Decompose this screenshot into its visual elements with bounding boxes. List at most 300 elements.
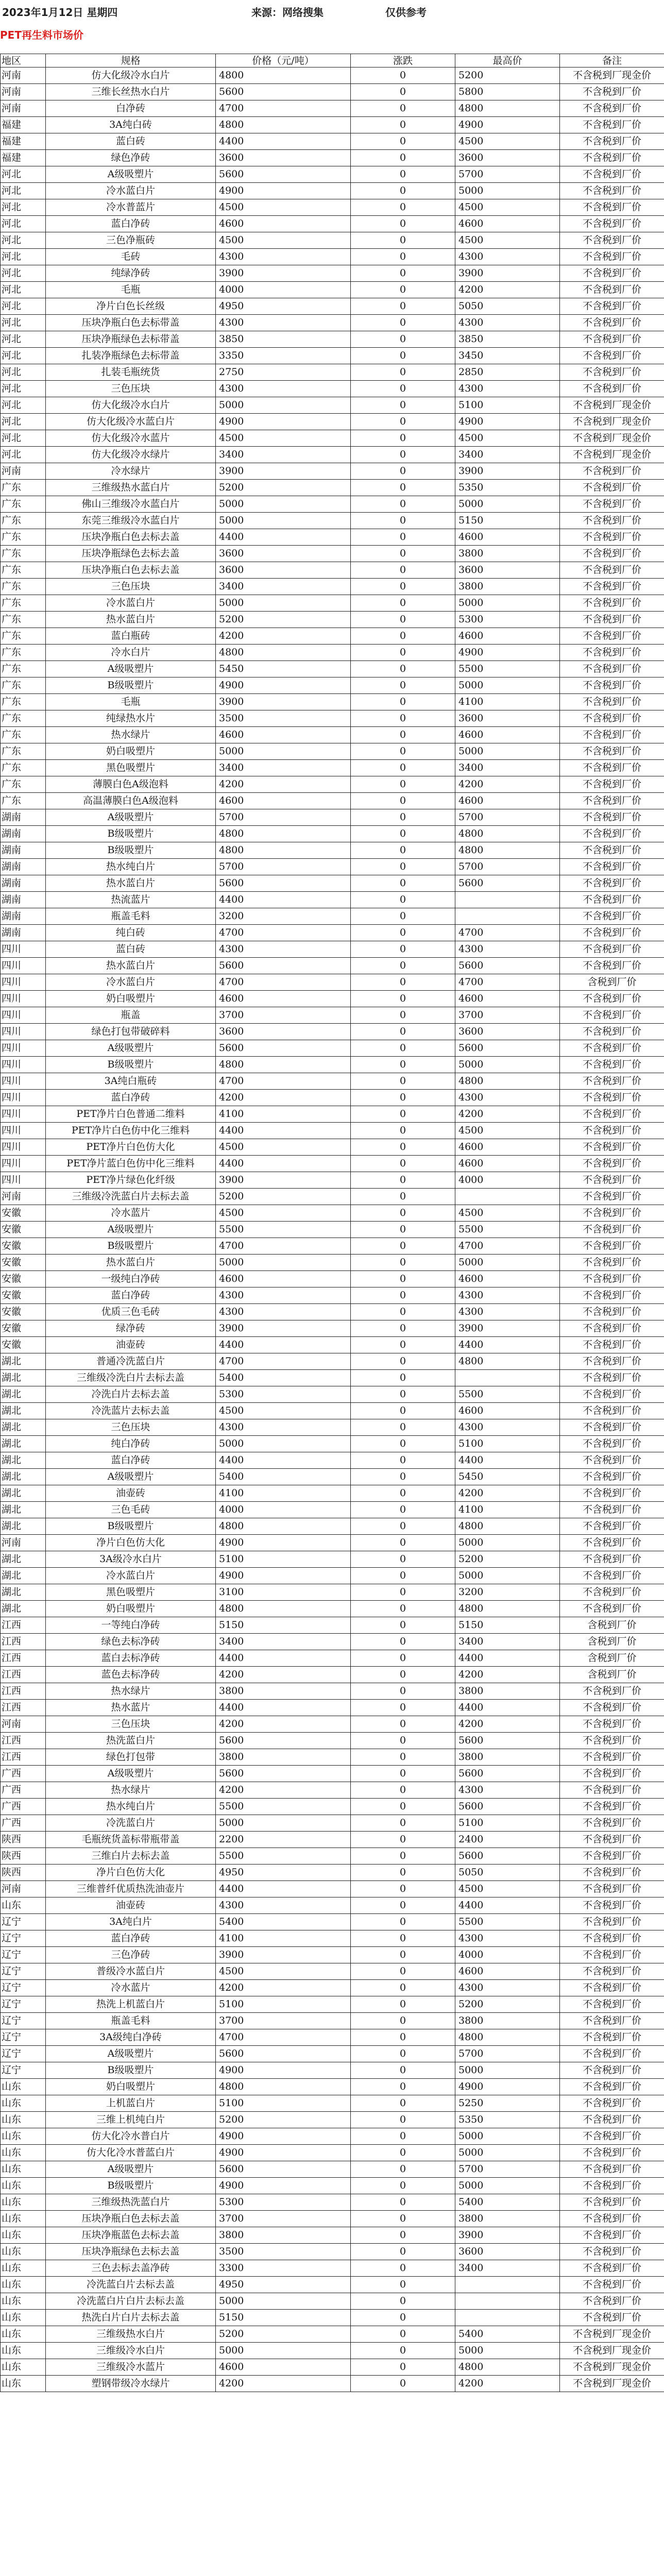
price-cell: 5000: [216, 2343, 351, 2359]
spec-cell: 三维级冷洗白片去标去盖: [46, 1370, 216, 1386]
change-cell: 0: [351, 1090, 455, 1106]
price-cell: 4400: [216, 1337, 351, 1353]
table-row: [1, 513, 664, 529]
price-cell: 4200: [216, 1667, 351, 1683]
region-cell: 河南: [1, 100, 46, 117]
change-cell: 0: [351, 1040, 455, 1057]
max-price-cell: 5200: [455, 1996, 560, 2013]
change-cell: 0: [351, 513, 455, 529]
remark-cell: 不含税到厂价: [560, 991, 664, 1007]
change-cell: 0: [351, 1716, 455, 1733]
change-cell: 0: [351, 579, 455, 595]
max-price-cell: 4300: [455, 1930, 560, 1947]
change-cell: 0: [351, 1799, 455, 1815]
spec-cell: 热水纯白片: [46, 859, 216, 875]
spec-cell: 三色去标去盖净砖: [46, 2260, 216, 2277]
max-price-cell: 4700: [455, 1238, 560, 1255]
price-cell: 4300: [216, 249, 351, 265]
max-price-cell: 3900: [455, 463, 560, 480]
remark-cell: 不含税到厂现金价: [560, 397, 664, 414]
spec-cell: A级吸塑片: [46, 2161, 216, 2178]
table-row: [1, 430, 664, 447]
region-cell: 安徽: [1, 1271, 46, 1287]
price-cell: 4800: [216, 1518, 351, 1535]
max-price-cell: 5600: [455, 1733, 560, 1749]
remark-cell: 不含税到厂价: [560, 1469, 664, 1485]
spec-cell: 蓝白净砖: [46, 1287, 216, 1304]
price-cell: 4400: [216, 529, 351, 546]
table-row: [1, 1090, 664, 1106]
change-cell: 0: [351, 1222, 455, 1238]
table-row: [1, 1320, 664, 1337]
change-cell: 0: [351, 1156, 455, 1172]
spec-cell: 一等纯白净砖: [46, 1617, 216, 1634]
price-cell: 3900: [216, 694, 351, 710]
region-cell: 山东: [1, 2145, 46, 2161]
region-cell: 辽宁: [1, 1930, 46, 1947]
remark-cell: 不含税到厂价: [560, 2095, 664, 2112]
table-row: [1, 1733, 664, 1749]
remark-cell: 不含税到厂价: [560, 150, 664, 166]
remark-cell: 不含税到厂价: [560, 546, 664, 562]
table-row: [1, 2227, 664, 2244]
table-row: [1, 1601, 664, 1617]
price-cell: 5400: [216, 1469, 351, 1485]
table-row: [1, 1947, 664, 1963]
change-cell: 0: [351, 677, 455, 694]
remark-cell: 不含税到厂价: [560, 100, 664, 117]
region-cell: 湖北: [1, 1485, 46, 1502]
remark-cell: 不含税到厂价: [560, 232, 664, 249]
spec-cell: A级吸塑片: [46, 1766, 216, 1782]
remark-cell: 不含税到厂价: [560, 1337, 664, 1353]
region-cell: 广西: [1, 1799, 46, 1815]
table-row: [1, 199, 664, 216]
spec-cell: 冷洗蓝片去标去盖: [46, 1403, 216, 1419]
remark-cell: 不含税到厂现金价: [560, 430, 664, 447]
max-price-cell: 4300: [455, 1090, 560, 1106]
remark-cell: 不含税到厂价: [560, 529, 664, 546]
change-cell: 0: [351, 2046, 455, 2062]
change-cell: 0: [351, 183, 455, 199]
spec-cell: 冷水蓝白片: [46, 183, 216, 199]
price-cell: 4600: [216, 793, 351, 809]
remark-cell: 不含税到厂价: [560, 282, 664, 298]
change-cell: 0: [351, 1485, 455, 1502]
region-cell: 四川: [1, 1073, 46, 1090]
region-cell: 湖南: [1, 925, 46, 941]
remark-cell: 不含税到厂价: [560, 645, 664, 661]
table-row: [1, 875, 664, 892]
price-cell: 3900: [216, 463, 351, 480]
price-cell: 4900: [216, 2145, 351, 2161]
table-row: [1, 183, 664, 199]
remark-cell: 含税到厂价: [560, 1617, 664, 1634]
price-cell: 3800: [216, 2227, 351, 2244]
change-cell: 0: [351, 1865, 455, 1881]
spec-cell: 净片白色仿大化: [46, 1865, 216, 1881]
spec-cell: A级吸塑片: [46, 809, 216, 826]
max-price-cell: 5000: [455, 183, 560, 199]
change-cell: 0: [351, 743, 455, 760]
price-cell: 4700: [216, 1238, 351, 1255]
region-cell: 湖南: [1, 875, 46, 892]
table-row: [1, 1634, 664, 1650]
max-price-cell: 4600: [455, 1403, 560, 1419]
spec-cell: 三维级冷洗蓝白片去标去盖: [46, 1189, 216, 1205]
table-row: [1, 1584, 664, 1601]
change-cell: 0: [351, 414, 455, 430]
price-cell: 3200: [216, 908, 351, 925]
price-cell: 3900: [216, 1172, 351, 1189]
spec-cell: 纯白砖: [46, 925, 216, 941]
max-price-cell: 5350: [455, 2112, 560, 2128]
region-cell: 湖北: [1, 1403, 46, 1419]
spec-cell: 塑钢带级冷水绿片: [46, 2376, 216, 2392]
remark-cell: 不含税到厂价: [560, 84, 664, 100]
change-cell: 0: [351, 2310, 455, 2326]
region-cell: 陕西: [1, 1848, 46, 1865]
price-cell: 5600: [216, 875, 351, 892]
spec-cell: 蓝白砖: [46, 133, 216, 150]
price-cell: 5700: [216, 809, 351, 826]
change-cell: 0: [351, 1634, 455, 1650]
region-cell: 河北: [1, 348, 46, 364]
spec-cell: 油壶砖: [46, 1897, 216, 1914]
max-price-cell: 4600: [455, 1139, 560, 1156]
table-row: [1, 1287, 664, 1304]
region-cell: 河南: [1, 1189, 46, 1205]
max-price-cell: 5100: [455, 1815, 560, 1832]
region-cell: 四川: [1, 941, 46, 958]
change-cell: 0: [351, 282, 455, 298]
price-cell: 5600: [216, 166, 351, 183]
max-price-cell: 5000: [455, 496, 560, 513]
region-cell: 四川: [1, 991, 46, 1007]
region-cell: 陕西: [1, 1832, 46, 1848]
region-cell: 山东: [1, 2293, 46, 2310]
price-cell: 4900: [216, 414, 351, 430]
remark-cell: 不含税到厂价: [560, 1139, 664, 1156]
remark-cell: 不含税到厂价: [560, 760, 664, 776]
change-cell: 0: [351, 1601, 455, 1617]
remark-cell: 不含税到厂价: [560, 1683, 664, 1700]
table-row: [1, 1815, 664, 1832]
change-cell: 0: [351, 216, 455, 232]
max-price-cell: 4400: [455, 1452, 560, 1469]
remark-cell: 不含税到厂价: [560, 842, 664, 859]
table-row: [1, 546, 664, 562]
max-price-cell: 3450: [455, 348, 560, 364]
spec-cell: B级吸塑片: [46, 1057, 216, 1073]
max-price-cell: 5000: [455, 1057, 560, 1073]
table-row: [1, 2194, 664, 2211]
change-cell: 0: [351, 941, 455, 958]
max-price-cell: 4800: [455, 1353, 560, 1370]
price-cell: 2200: [216, 1832, 351, 1848]
table-row: [1, 1650, 664, 1667]
table-row: [1, 1683, 664, 1700]
region-cell: 山东: [1, 2310, 46, 2326]
spec-cell: 白净砖: [46, 100, 216, 117]
spec-cell: B级吸塑片: [46, 826, 216, 842]
table-row: [1, 958, 664, 974]
price-cell: 4400: [216, 1452, 351, 1469]
change-cell: 0: [351, 1980, 455, 1996]
max-price-cell: 4100: [455, 694, 560, 710]
max-price-cell: 4800: [455, 100, 560, 117]
spec-cell: 普通冷洗蓝白片: [46, 1353, 216, 1370]
max-price-cell: 4200: [455, 776, 560, 793]
region-cell: 福建: [1, 133, 46, 150]
price-cell: 4400: [216, 1881, 351, 1897]
region-cell: 广东: [1, 710, 46, 727]
region-cell: 山东: [1, 2112, 46, 2128]
table-row: [1, 2326, 664, 2343]
region-cell: 四川: [1, 1106, 46, 1123]
region-cell: 河北: [1, 315, 46, 331]
table-row: [1, 1667, 664, 1683]
change-cell: 0: [351, 1749, 455, 1766]
price-cell: 4500: [216, 1205, 351, 1222]
region-cell: 四川: [1, 958, 46, 974]
region-cell: 河南: [1, 67, 46, 84]
spec-cell: 3A纯白片: [46, 1914, 216, 1930]
max-price-cell: [455, 1370, 560, 1386]
change-cell: 0: [351, 2161, 455, 2178]
remark-cell: 不含税到厂价: [560, 958, 664, 974]
table-body: [1, 67, 664, 2392]
change-cell: 0: [351, 1271, 455, 1287]
price-cell: 4600: [216, 216, 351, 232]
price-cell: 4700: [216, 925, 351, 941]
max-price-cell: 5700: [455, 2046, 560, 2062]
price-cell: 5500: [216, 1848, 351, 1865]
region-cell: 辽宁: [1, 2029, 46, 2046]
spec-cell: 绿色打包带破碎料: [46, 1024, 216, 1040]
remark-cell: 不含税到厂价: [560, 2178, 664, 2194]
price-cell: 4800: [216, 826, 351, 842]
change-cell: 0: [351, 496, 455, 513]
table-row: [1, 529, 664, 546]
spec-cell: 绿净砖: [46, 1320, 216, 1337]
region-cell: 广东: [1, 793, 46, 809]
max-price-cell: 4500: [455, 1123, 560, 1139]
region-cell: 安徽: [1, 1238, 46, 1255]
max-price-cell: 3600: [455, 2244, 560, 2260]
region-cell: 四川: [1, 1057, 46, 1073]
price-cell: 5150: [216, 1617, 351, 1634]
remark-cell: 不含税到厂价: [560, 875, 664, 892]
price-cell: 5600: [216, 1766, 351, 1782]
max-price-cell: 5500: [455, 1386, 560, 1403]
change-cell: 0: [351, 1897, 455, 1914]
price-cell: 4600: [216, 1271, 351, 1287]
max-price-cell: 4000: [455, 1172, 560, 1189]
spec-cell: PET净片白色普通二维料: [46, 1106, 216, 1123]
change-cell: 0: [351, 760, 455, 776]
remark-cell: 不含税到厂价: [560, 1320, 664, 1337]
remark-cell: 不含税到厂价: [560, 2293, 664, 2310]
remark-cell: 不含税到厂价: [560, 1287, 664, 1304]
max-price-cell: 4700: [455, 925, 560, 941]
region-cell: 河南: [1, 463, 46, 480]
max-price-cell: 4200: [455, 1716, 560, 1733]
remark-cell: 不含税到厂价: [560, 1881, 664, 1897]
max-price-cell: 5400: [455, 2194, 560, 2211]
table-row: [1, 595, 664, 612]
change-cell: 0: [351, 1782, 455, 1799]
spec-cell: 仿大化级冷水白片: [46, 67, 216, 84]
remark-cell: 不含税到厂价: [560, 579, 664, 595]
change-cell: 0: [351, 447, 455, 463]
max-price-cell: 5800: [455, 84, 560, 100]
max-price-cell: 5000: [455, 1255, 560, 1271]
change-cell: 0: [351, 1007, 455, 1024]
max-price-cell: 3800: [455, 579, 560, 595]
price-cell: 5700: [216, 859, 351, 875]
price-cell: 4700: [216, 974, 351, 991]
remark-cell: 不含税到厂价: [560, 1584, 664, 1601]
max-price-cell: 5500: [455, 1222, 560, 1238]
remark-cell: 不含税到厂价: [560, 1700, 664, 1716]
spec-cell: 三色压块: [46, 579, 216, 595]
change-cell: 0: [351, 1848, 455, 1865]
max-price-cell: 3600: [455, 150, 560, 166]
change-cell: 0: [351, 249, 455, 265]
price-cell: 4900: [216, 2178, 351, 2194]
change-cell: 0: [351, 166, 455, 183]
price-cell: 4100: [216, 1930, 351, 1947]
change-cell: 0: [351, 348, 455, 364]
spec-cell: 压块净瓶蓝色去标去盖: [46, 2227, 216, 2244]
remark-cell: 不含税到厂价: [560, 2310, 664, 2326]
spec-cell: 冷水蓝片: [46, 1205, 216, 1222]
table-row: [1, 1205, 664, 1222]
spec-cell: 净片白色仿大化: [46, 1535, 216, 1551]
max-price-cell: 3800: [455, 2013, 560, 2029]
region-cell: 河北: [1, 183, 46, 199]
region-cell: 湖北: [1, 1452, 46, 1469]
spec-cell: 普级冷水蓝白片: [46, 1963, 216, 1980]
max-price-cell: 5700: [455, 2161, 560, 2178]
max-price-cell: 5400: [455, 2326, 560, 2343]
report-header: [0, 0, 664, 26]
max-price-cell: 5000: [455, 2062, 560, 2079]
region-cell: 广东: [1, 628, 46, 645]
spec-cell: 毛瓶: [46, 694, 216, 710]
max-price-cell: 4600: [455, 529, 560, 546]
max-price-cell: 3400: [455, 2260, 560, 2277]
change-cell: 0: [351, 133, 455, 150]
remark-cell: 不含税到厂价: [560, 249, 664, 265]
max-price-cell: 4600: [455, 1963, 560, 1980]
table-row: [1, 1848, 664, 1865]
table-row: [1, 2310, 664, 2326]
price-cell: 5000: [216, 397, 351, 414]
spec-cell: 佛山三维级冷水蓝白片: [46, 496, 216, 513]
change-cell: 0: [351, 694, 455, 710]
price-cell: 4800: [216, 1057, 351, 1073]
region-cell: 辽宁: [1, 2013, 46, 2029]
region-cell: 山东: [1, 2227, 46, 2244]
remark-cell: 不含税到厂价: [560, 2277, 664, 2293]
change-cell: 0: [351, 1205, 455, 1222]
remark-cell: 不含税到厂价: [560, 1386, 664, 1403]
col-header-max-price: 最高价: [455, 54, 560, 67]
max-price-cell: 4300: [455, 1419, 560, 1436]
table-row: [1, 1502, 664, 1518]
region-cell: 山东: [1, 2161, 46, 2178]
remark-cell: 不含税到厂价: [560, 1502, 664, 1518]
price-cell: 4500: [216, 232, 351, 249]
price-cell: 4900: [216, 183, 351, 199]
change-cell: 0: [351, 117, 455, 133]
remark-cell: 不含税到厂价: [560, 925, 664, 941]
price-cell: 3400: [216, 579, 351, 595]
change-cell: 0: [351, 2227, 455, 2244]
region-cell: 湖南: [1, 842, 46, 859]
remark-cell: 不含税到厂价: [560, 612, 664, 628]
price-cell: 4200: [216, 1782, 351, 1799]
change-cell: 0: [351, 298, 455, 315]
region-cell: 湖北: [1, 1502, 46, 1518]
max-price-cell: 5600: [455, 1799, 560, 1815]
price-cell: 3400: [216, 760, 351, 776]
region-cell: 河北: [1, 199, 46, 216]
remark-cell: 不含税到厂价: [560, 1304, 664, 1320]
table-row: [1, 1617, 664, 1634]
table-row: [1, 991, 664, 1007]
price-cell: 3100: [216, 1584, 351, 1601]
remark-cell: 不含税到厂价: [560, 265, 664, 282]
remark-cell: 不含税到厂价: [560, 710, 664, 727]
table-row: [1, 463, 664, 480]
region-cell: 辽宁: [1, 1914, 46, 1930]
table-row: [1, 2343, 664, 2359]
remark-cell: 不含税到厂价: [560, 1106, 664, 1123]
max-price-cell: 2850: [455, 364, 560, 381]
max-price-cell: 5200: [455, 1551, 560, 1568]
table-row: [1, 1222, 664, 1238]
table-row: [1, 1716, 664, 1733]
remark-cell: 不含税到厂价: [560, 2194, 664, 2211]
price-cell: 4300: [216, 381, 351, 397]
remark-cell: 不含税到厂价: [560, 1370, 664, 1386]
spec-cell: 瓶盖毛料: [46, 908, 216, 925]
price-cell: 3850: [216, 331, 351, 348]
region-cell: 广西: [1, 1815, 46, 1832]
table-row: [1, 2079, 664, 2095]
change-cell: 0: [351, 826, 455, 842]
change-cell: 0: [351, 958, 455, 974]
remark-cell: 不含税到厂价: [560, 1799, 664, 1815]
region-cell: 山东: [1, 2244, 46, 2260]
change-cell: 0: [351, 875, 455, 892]
remark-cell: 不含税到厂价: [560, 2161, 664, 2178]
spec-cell: B级吸塑片: [46, 677, 216, 694]
spec-cell: 压块净瓶绿色去标去盖: [46, 546, 216, 562]
max-price-cell: 4300: [455, 315, 560, 331]
region-cell: 山东: [1, 2128, 46, 2145]
change-cell: 0: [351, 1502, 455, 1518]
remark-cell: 不含税到厂价: [560, 1601, 664, 1617]
change-cell: 0: [351, 546, 455, 562]
price-cell: 5200: [216, 2112, 351, 2128]
spec-cell: 奶白吸塑片: [46, 743, 216, 760]
region-cell: 山东: [1, 2277, 46, 2293]
max-price-cell: 3850: [455, 331, 560, 348]
